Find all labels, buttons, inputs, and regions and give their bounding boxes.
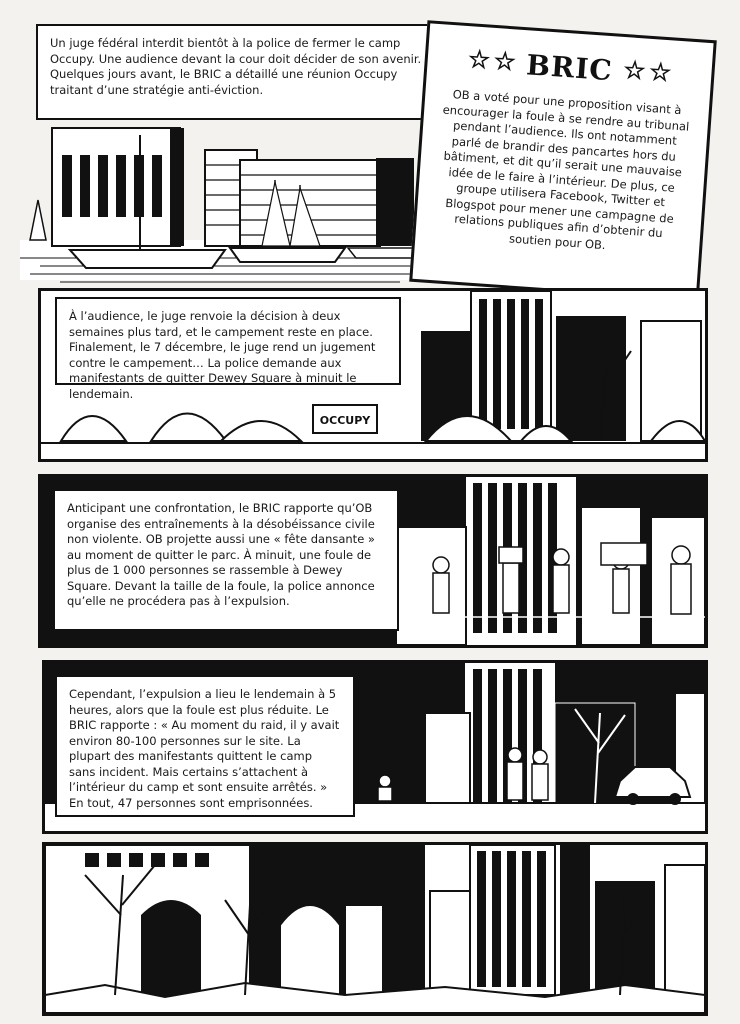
panel-night-crowd xyxy=(38,474,708,648)
bric-title: BRIC xyxy=(525,47,614,87)
panel3-caption-text: Anticipant une confrontation, le BRIC rapporte qu’OB organise des entraînements à la désobéissance civile non violente. OB projette aussi une « fête dansante » au moment de quitter le parc. À minuit, une foule de plus de 1 000 personnes se rassemble à Dewey Square. Devant la taille de la foule, la police annonce qu’elle ne procédera pas à l’expulsion. xyxy=(67,501,375,608)
occupy-sign: OCCUPY xyxy=(319,414,371,427)
bric-report-text: OB a voté pour une proposition visant à encourager la foule à se rendre au tribunal pendant l’audience. Ils ont notamment parlé de brandir des pancartes hors du bâtiment, et dit qu’il serait une mauvaise idée de le faire à l’intérieur. De plus, ce groupe utilisera Facebook, Twitter et Blogspot pour mener une campagne de relations publiques afin d’obtenir du soutien pour OB. xyxy=(442,87,690,252)
star-icon: ★ xyxy=(468,47,490,74)
panel2-caption xyxy=(55,297,401,401)
star-icon: ★ xyxy=(649,59,671,87)
star-icon: ★ xyxy=(623,58,646,85)
intro-caption xyxy=(36,24,442,120)
panel2-caption-text: À l’audience, le juge renvoie la décision à deux semaines plus tard, et le campement reste en place. Finalement, le 7 décembre, le juge rend un jugement contre le campement… La police demande aux manifestants de quitter Dewey Square à minuit le lendemain. xyxy=(69,309,376,401)
panel4-caption xyxy=(55,675,355,817)
panel4-caption-text: Cependant, l’expulsion a lieu le lendemain à 5 heures, alors que la foule est plus réduite. Le BRIC rapporte : « Au moment du raid, il y avait environ 80-100 personnes sur le site. La plupart des manifestants quittent le camp sans incident. Mais certains s’attachent à l’intérieur du camp et sont ensuite arrêtés. » En tout, 47 personnes sont emprisonnées. xyxy=(69,687,340,810)
intro-caption-text: Un juge fédéral interdit bientôt à la police de fermer le camp Occupy. Une audience devant la cour doit décider de son avenir. Quelques jours avant, le BRIC a détaillé une réunion Occupy traitant d’une stratégie anti-éviction. xyxy=(50,36,422,97)
panel-eviction-raid xyxy=(42,660,708,834)
star-icon: ★ xyxy=(493,49,516,76)
panel-aftermath xyxy=(42,842,708,1016)
aftermath-illustration xyxy=(45,845,705,1013)
panel3-caption xyxy=(53,489,399,631)
bric-report-card xyxy=(409,20,717,302)
panel-encampment xyxy=(38,288,708,462)
